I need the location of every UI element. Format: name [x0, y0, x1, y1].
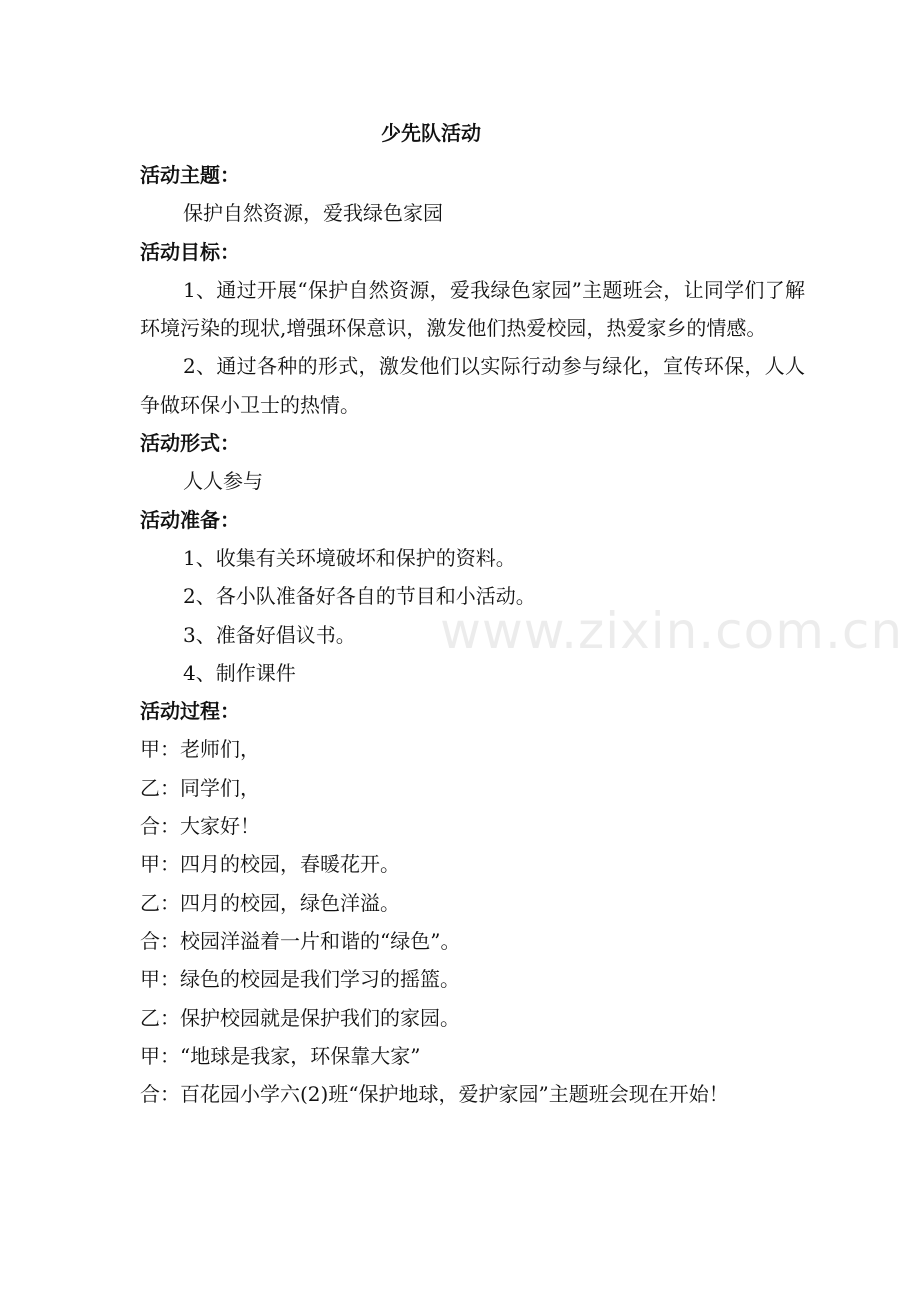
preparation-item: 3、准备好倡议书。 — [183, 622, 356, 647]
preparation-item: 1、收集有关环境破坏和保护的资料。 — [183, 545, 516, 570]
watermark: www.zixin.com.cn — [440, 602, 904, 660]
goal-item: 2、通过各种的形式，激发他们以实际行动参与绿化，宣传环保，人人争做环保小卫士的热情。 — [140, 354, 805, 417]
dialogue-line: 乙：保护校园就是保护我们的家园。 — [140, 1005, 460, 1030]
dialogue-line: 合：大家好！ — [140, 814, 260, 839]
form-text: 人人参与 — [183, 469, 263, 494]
goals-heading: 活动目标： — [140, 239, 240, 264]
theme-heading: 活动主题： — [140, 163, 240, 187]
theme-text: 保护自然资源，爱我绿色家园 — [183, 201, 443, 226]
dialogue-line: 甲：四月的校园，春暖花开。 — [140, 852, 400, 877]
dialogue-line: 甲：“地球是我家，环保靠大家” — [140, 1043, 421, 1068]
dialogue-line: 乙：同学们， — [140, 775, 260, 800]
dialogue-line: 合：百花园小学六(2)班“保护地球，爱护家园”主题班会现在开始！ — [140, 1082, 729, 1107]
dialogue-line: 甲：绿色的校园是我们学习的摇篮。 — [140, 967, 460, 992]
preparation-item: 4、制作课件 — [183, 660, 296, 685]
process-heading: 活动过程： — [140, 699, 240, 724]
goal-item: 1、通过开展“保护自然资源，爱我绿色家园”主题班会，让同学们了解环境污染的现状,增强环保意识，激发他们热爱校园，热爱家乡的情感。 — [140, 277, 805, 341]
dialogue-line: 合：校园洋溢着一片和谐的“绿色”。 — [140, 928, 461, 953]
dialogue-line: 甲：老师们， — [140, 737, 260, 762]
form-heading: 活动形式： — [140, 431, 240, 456]
document-body — [140, 156, 805, 1113]
dialogue-line: 乙：四月的校园，绿色洋溢。 — [140, 890, 400, 915]
document-title: 少先队活动 — [381, 121, 481, 145]
preparation-heading: 活动准备： — [140, 507, 240, 532]
preparation-item: 2、各小队准备好各自的节目和小活动。 — [183, 584, 536, 609]
